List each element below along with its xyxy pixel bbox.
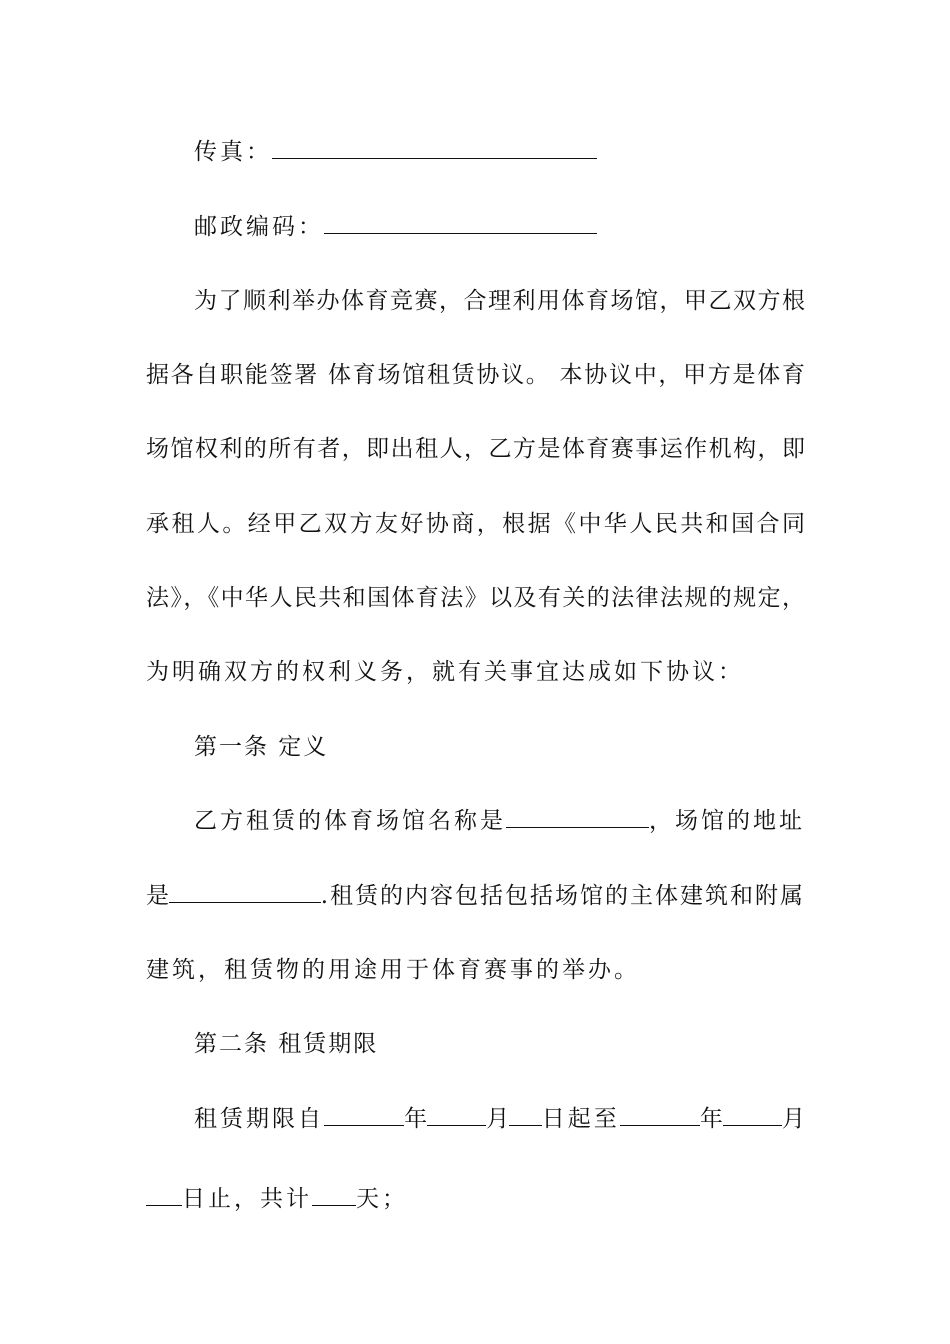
postal-code-line: [194, 211, 597, 243]
fax-line: [194, 136, 597, 168]
article-1-line-1: [194, 805, 805, 837]
end-year-unit: 年: [699, 1106, 723, 1132]
start-month-unit: 月: [486, 1106, 510, 1132]
venue-address-label: ，场馆的地址: [649, 808, 805, 834]
intro-line-3: 场馆权利的所有者，即出租人，乙方是体育赛事运作机构，即: [146, 436, 805, 462]
end-day-blank: [146, 1183, 182, 1206]
venue-name-label: 乙方租赁的体育场馆名称是: [194, 808, 506, 834]
article-2-title: 第二条 租赁期限: [194, 1031, 379, 1057]
intro-line-1: 为了顺利举办体育竞赛，合理利用体育场馆，甲乙双方根: [194, 288, 805, 314]
start-day-to-label: 日起至: [541, 1106, 620, 1132]
start-year-blank: [324, 1103, 404, 1126]
intro-line-2: 据各自职能签署 体育场馆租赁协议。 本协议中，甲方是体育: [146, 362, 805, 388]
article-2-line-1: [194, 1103, 805, 1135]
days-unit: 天；: [356, 1186, 408, 1212]
end-month-blank: [723, 1103, 782, 1126]
venue-address-blank: [169, 880, 321, 903]
fax-blank: [272, 136, 597, 159]
article-1-line-3: 建筑，租赁物的用途用于体育赛事的举办。: [146, 957, 640, 983]
end-day-total-label: 日止，共计: [182, 1186, 312, 1212]
article-1-title: 第一条 定义: [194, 734, 329, 760]
postal-code-blank: [324, 211, 597, 234]
fax-label: 传真：: [194, 139, 272, 165]
postal-code-label: 邮政编码：: [194, 214, 324, 240]
venue-name-blank: [506, 805, 649, 828]
start-year-unit: 年: [404, 1106, 428, 1132]
start-day-blank: [509, 1103, 541, 1126]
article-1-line-2: [146, 880, 805, 912]
article-2-line-2: [146, 1183, 408, 1215]
lease-term-label: 租赁期限自: [194, 1106, 324, 1132]
address-prefix: 是: [146, 883, 169, 909]
start-month-blank: [427, 1103, 486, 1126]
intro-line-6: 为明确双方的权利义务，就有关事宜达成如下协议：: [146, 659, 744, 685]
end-month-unit: 月: [782, 1106, 805, 1132]
total-days-blank: [312, 1183, 356, 1206]
intro-line-5: 法》，《中华人民共和国体育法》以及有关的法律法规的规定，: [146, 585, 805, 611]
lease-content-text: .租赁的内容包括包括场馆的主体建筑和附属: [320, 883, 805, 909]
end-year-blank: [620, 1103, 700, 1126]
intro-line-4: 承租人。经甲乙双方友好协商，根据《中华人民共和国合同: [146, 511, 805, 537]
